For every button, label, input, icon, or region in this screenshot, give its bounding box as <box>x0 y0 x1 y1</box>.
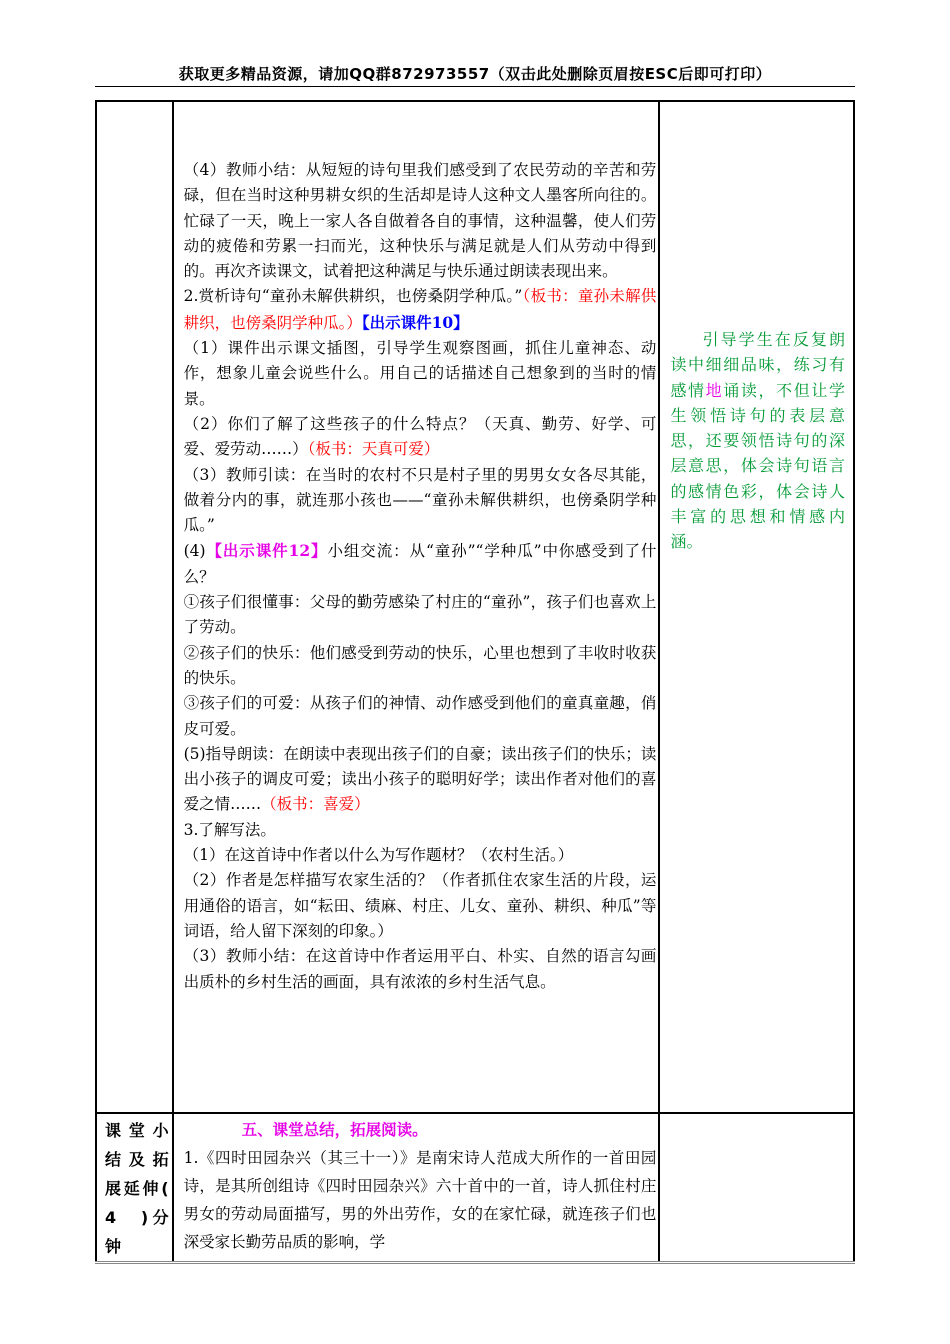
note-text-end: 诵读，不但让学生领悟诗句的表层意思，还要领悟诗句的深层意思，体会诗句语言的感情色彩，体会诗人丰富的思想和情感内涵。 <box>670 380 845 552</box>
design-intent-note <box>660 102 853 555</box>
process-paragraph <box>184 336 657 412</box>
process-paragraph <box>184 868 657 944</box>
process-paragraph <box>184 538 657 590</box>
process-text-run: （板书：天真可爱） <box>307 440 440 459</box>
header-divider <box>95 86 855 87</box>
process-paragraph <box>184 944 657 995</box>
process-paragraph <box>184 284 657 336</box>
process-text-run: （4）教师小结：从短短的诗句里我们感受到了农民劳动的辛苦和劳碌，但在当时这种男耕女织的生活却是诗人这种文人墨客所向往的。忙碌了一天，晚上一家人各自做着各自的事情，这种温馨，使人们劳动的疲倦和劳累一扫而光，这种快乐与满足就是人们从劳动中得到的。再次齐读课文，试着把这种满足与快乐通过朗读表现出来。 <box>183 161 657 281</box>
summary-label-cell <box>96 1113 185 1263</box>
process-paragraph <box>184 818 657 843</box>
process-paragraph <box>184 843 657 868</box>
process-text-run: (4) <box>183 542 206 561</box>
summary-note-cell <box>659 1113 854 1263</box>
summary-content <box>174 1114 659 1256</box>
process-paragraph <box>184 742 657 818</box>
process-text-run: ①孩子们很懂事：父母的勤劳感染了村庄的“童孙”，孩子们也喜欢上了劳动。 <box>183 593 657 637</box>
process-text-run: 3.了解写法。 <box>183 820 276 839</box>
process-text-run: （1）课件出示课文插图，引导学生观察图画，抓住儿童神态、动作，想象儿童会说些什么。用自己的话描述自己想象到的当时的情景。 <box>183 339 657 408</box>
process-paragraph <box>184 590 657 641</box>
note-text-start: 引导学生在反复朗读中细细品味，练习有感情 <box>670 330 845 400</box>
section-title: 五、课堂总结，拓展阅读。 <box>241 1121 428 1139</box>
process-text-run: （2）你们了解了这些孩子的什么特点？（天真、勤劳、好学、可爱、爱劳动……） <box>183 414 657 459</box>
process-text-run: (5)指导朗读：在朗读中表现出孩子们的自豪；读出孩子们的快乐；读出小孩子的调皮可爱；读出小孩子的聪明好学；读出作者对他们的喜爱之情…… <box>183 744 657 814</box>
teaching-process-text <box>174 102 659 995</box>
summary-content-cell <box>173 1113 660 1263</box>
process-paragraph <box>184 463 657 539</box>
teaching-process-cell <box>173 101 660 1113</box>
process-text-run: （板书：喜爱） <box>261 795 370 814</box>
process-paragraph <box>184 641 657 692</box>
process-paragraph <box>184 158 657 284</box>
process-text-run: 【出示课件12】 <box>205 541 328 561</box>
design-intent-cell <box>659 101 854 1113</box>
process-text-run: 2.赏析诗句“童孙未解供耕织，也傍桑阴学种瓜。” <box>183 287 523 306</box>
process-text-run: （板书：童孙未解供耕织，也傍桑阴学种瓜。） <box>183 287 657 332</box>
process-text-run: ③孩子们的可爱：从孩子们的神情、动作感受到他们的童真童趣，俏皮可爱。 <box>183 694 657 738</box>
table-row <box>96 101 854 1113</box>
process-text-run: （2）作者是怎样描写农家生活的？（作者抓住农家生活的片段，运用通俗的语言，如“耘田、绩麻、村庄、儿女、童孙、耕织、种瓜”等词语，给人留下深刻的印象。） <box>183 871 657 940</box>
stage-label-cell <box>96 101 173 1113</box>
process-text-run: （3）教师小结：在这首诗中作者运用平白、朴实、自然的语言勾画出质朴的乡村生活的画面，具有浓浓的乡村生活气息。 <box>183 947 657 991</box>
process-paragraph <box>184 412 657 463</box>
process-text-run: ②孩子们的快乐：他们感受到劳动的快乐，心里也想到了丰收时收获的快乐。 <box>183 643 657 687</box>
summary-paragraph: 1.《四时田园杂兴（其三十一）》是南宋诗人范成大所作的一首田园诗，是其所创组诗《四时田园杂兴》六十首中的一首，诗人抓住村庄男女的劳动局面描写，男的外出劳作，女的在家忙碌，就连孩子们也深受家长勤劳品质的影响，学 <box>183 1149 657 1251</box>
process-text-run: 【出示课件10】 <box>361 312 469 332</box>
process-paragraph <box>184 691 657 742</box>
lesson-plan-table <box>95 100 855 1264</box>
process-text-run: （3）教师引读：在当时的农村不只是村子里的男男女女各尽其能，做着分内的事，就连那小孩也——“童孙未解供耕织，也傍桑阴学种瓜。” <box>183 465 657 535</box>
table-row <box>96 1113 854 1263</box>
note-highlight: 地 <box>705 380 724 400</box>
process-text-run: （1）在这首诗中作者以什么为写作题材？（农村生活。） <box>183 846 574 865</box>
summary-label: 课堂小结及拓展延伸( 4 )分钟 <box>105 1121 185 1256</box>
process-text-run: 小组交流：从“童孙”“学种瓜”中你感受到了什么？ <box>183 542 657 586</box>
page-header: 获取更多精品资源，请加QQ群872973557（双击此处删除页眉按ESC后即可打印） <box>178 65 772 83</box>
